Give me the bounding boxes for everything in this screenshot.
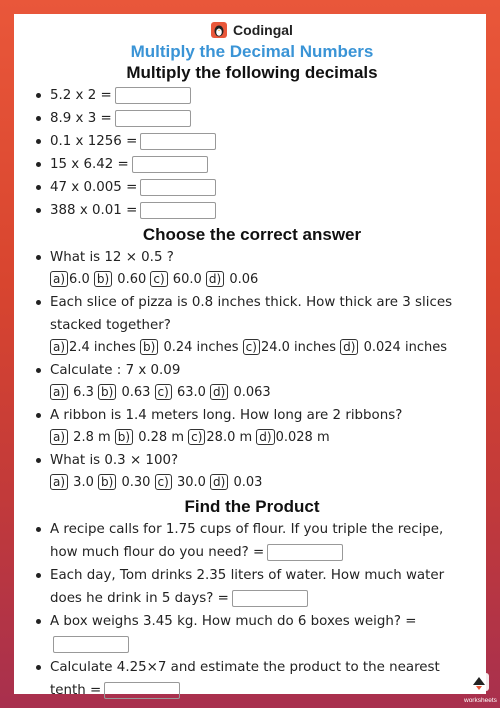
option-value: 28.0 m <box>206 430 257 445</box>
worksheets-logo <box>464 671 497 704</box>
answer-blank[interactable] <box>104 682 180 699</box>
section3-heading: Find the Product <box>184 497 320 516</box>
section2-heading: Choose the correct answer <box>142 225 362 244</box>
option-letter[interactable]: b) <box>94 271 112 287</box>
option-letter[interactable]: b) <box>98 384 116 400</box>
worksheet-page <box>14 14 486 698</box>
word-problem <box>36 656 468 702</box>
question-block <box>36 404 468 427</box>
answer-blank[interactable] <box>115 110 191 127</box>
question-block <box>36 359 468 382</box>
answer-blank[interactable] <box>132 156 208 173</box>
answer-blank[interactable] <box>115 87 191 104</box>
option-letter[interactable]: b) <box>115 429 133 445</box>
option-value: 0.30 <box>117 475 155 490</box>
question-text: What is 0.3 × 100? <box>36 449 468 472</box>
answer-blank[interactable] <box>140 133 216 150</box>
page-title: Multiply the Decimal Numbers <box>130 42 374 61</box>
answer-blank[interactable] <box>140 202 216 219</box>
option-letter[interactable]: d) <box>210 474 228 490</box>
option-letter[interactable]: a) <box>50 474 68 490</box>
brand-name: Codingal <box>233 22 293 38</box>
option-letter[interactable]: a) <box>50 384 68 400</box>
answer-options <box>36 382 468 404</box>
answer-blank[interactable] <box>140 179 216 196</box>
question-block <box>36 291 468 337</box>
penguin-logo-icon <box>211 22 227 38</box>
answer-options <box>36 269 468 291</box>
option-value: 30.0 <box>172 475 211 490</box>
worksheets-logo-icon <box>467 671 491 693</box>
answer-options <box>36 472 468 494</box>
option-value: 6.3 <box>69 385 98 400</box>
option-letter[interactable]: c) <box>150 271 167 287</box>
multiply-item <box>36 84 468 107</box>
word-problem <box>36 610 468 656</box>
option-letter[interactable]: d) <box>206 271 224 287</box>
option-letter[interactable]: c) <box>243 339 260 355</box>
option-value: 2.8 m <box>69 430 115 445</box>
option-value: 0.024 inches <box>359 340 447 355</box>
multiply-item <box>36 153 468 176</box>
question-text: A ribbon is 1.4 meters long. How long are 2 ribbons? <box>36 404 468 427</box>
option-value: 0.24 inches <box>159 340 243 355</box>
problem-text: 0.1 x 1256 = <box>50 134 138 149</box>
problem-text: 8.9 x 3 = <box>50 111 112 126</box>
option-letter[interactable]: d) <box>256 429 274 445</box>
option-value: 0.28 m <box>134 430 189 445</box>
problem-text: 15 x 6.42 = <box>50 157 129 172</box>
option-value: 0.063 <box>229 385 271 400</box>
option-value: 0.028 m <box>275 430 330 445</box>
answer-options <box>36 427 468 449</box>
option-value: 0.63 <box>117 385 155 400</box>
decimal-multiply-list <box>36 84 468 222</box>
multiply-item <box>36 176 468 199</box>
word-problem <box>36 564 468 610</box>
option-letter[interactable]: a) <box>50 339 68 355</box>
answer-blank[interactable] <box>267 544 343 561</box>
option-value: 3.0 <box>69 475 98 490</box>
option-value: 0.06 <box>225 272 259 287</box>
question-text: What is 12 × 0.5 ? <box>36 246 468 269</box>
answer-options <box>36 337 468 359</box>
problem-text: 388 x 0.01 = <box>50 203 138 218</box>
multiply-item <box>36 130 468 153</box>
option-letter[interactable]: a) <box>50 271 68 287</box>
word-problem-list <box>36 518 468 702</box>
option-letter[interactable]: d) <box>210 384 228 400</box>
option-value: 60.0 <box>168 272 206 287</box>
problem-text: A recipe calls for 1.75 cups of flour. If you triple the recipe, how much flour do you need? = <box>50 522 444 560</box>
option-letter[interactable]: c) <box>188 429 205 445</box>
option-letter[interactable]: c) <box>155 384 172 400</box>
answer-blank[interactable] <box>53 636 129 653</box>
problem-text: A box weighs 3.45 kg. How much do 6 boxes weigh? = <box>50 614 417 629</box>
multiply-item <box>36 199 468 222</box>
option-value: 0.60 <box>113 272 151 287</box>
section1-heading: Multiply the following decimals <box>126 63 378 82</box>
multiply-item <box>36 107 468 130</box>
option-value: 24.0 inches <box>260 340 341 355</box>
option-letter[interactable]: a) <box>50 429 68 445</box>
option-value: 2.4 inches <box>69 340 140 355</box>
problem-text: Calculate 4.25×7 and estimate the product to the nearest tenth = <box>50 660 440 698</box>
question-text: Calculate : 7 x 0.09 <box>36 359 468 382</box>
brand-header <box>36 14 468 42</box>
option-letter[interactable]: b) <box>98 474 116 490</box>
word-problem <box>36 518 468 564</box>
problem-text: 47 x 0.005 = <box>50 180 138 195</box>
problem-text: Each day, Tom drinks 2.35 liters of water. How much water does he drink in 5 days? = <box>50 568 445 606</box>
option-value: 0.03 <box>229 475 263 490</box>
option-letter[interactable]: c) <box>155 474 172 490</box>
option-letter[interactable]: d) <box>340 339 358 355</box>
question-text: Each slice of pizza is 0.8 inches thick. How thick are 3 slices stacked together? <box>36 291 468 337</box>
question-block <box>36 449 468 472</box>
option-value: 63.0 <box>172 385 211 400</box>
question-block <box>36 246 468 269</box>
answer-blank[interactable] <box>232 590 308 607</box>
option-letter[interactable]: b) <box>140 339 158 355</box>
worksheets-caption: worksheets <box>464 697 497 704</box>
problem-text: 5.2 x 2 = <box>50 88 112 103</box>
multiple-choice-list <box>36 246 468 494</box>
option-value: 6.0 <box>69 272 94 287</box>
